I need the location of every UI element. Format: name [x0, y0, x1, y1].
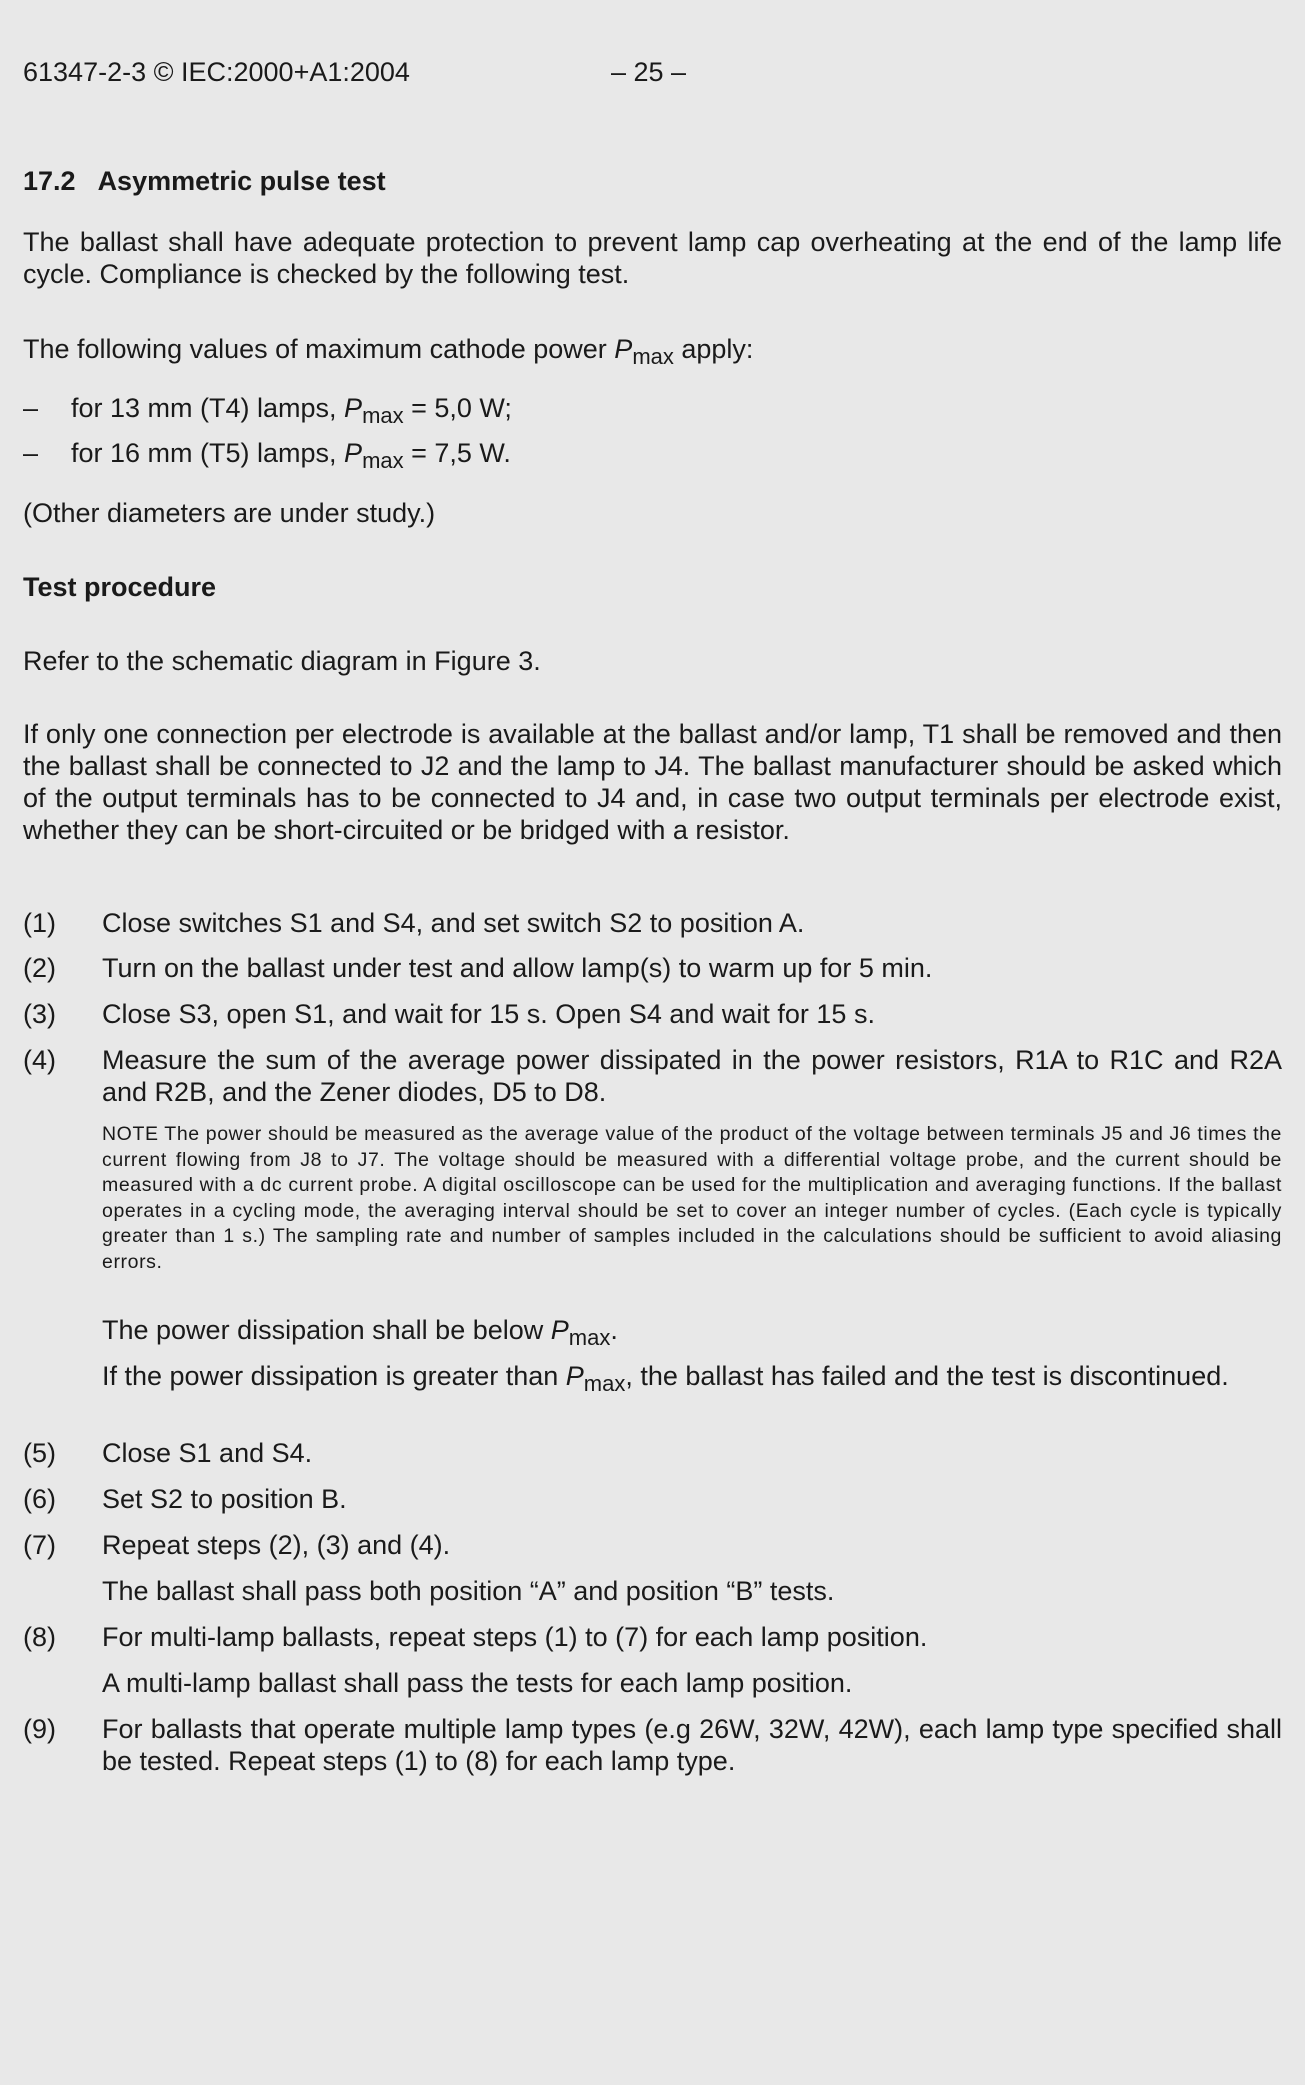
section-heading [23, 166, 386, 197]
power-limit-statement: The power dissipation shall be below $P_{max}$. [102, 1315, 618, 1350]
intro-paragraph: The ballast shall have adequate protection to prevent lamp cap overheating at the end of the lamp life cycle. Compliance is checked by the following test. [23, 227, 1282, 289]
values-intro: The following values of maximum cathode power $P_{max}$ apply: [23, 334, 754, 369]
step-7-note: The ballast shall pass both position “A” and position “B” tests. [102, 1576, 835, 1606]
test-procedure-heading: Test procedure [23, 572, 217, 602]
section-title: Asymmetric pulse test [97, 166, 386, 196]
page-number: – 25 – [611, 57, 687, 87]
step-8-note: A multi-lamp ballast shall pass the tests for each lamp position. [102, 1668, 853, 1698]
measurement-note: NOTE The power should be measured as the average value of the product of the voltage between terminals J5 and J6 times the current flowing from J8 to J7. The voltage should be measured with a differential voltage probe, and the current should be measured with a dc current probe. A digital oscilloscope can be used for the multiplication and averaging functions. If the ballast operates in a cycling mode, the averaging interval should be set to cover an integer number of cycles. (Each cycle is typically greater than 1 s.) The sampling rate and number of samples included in the calculations should be sufficient to avoid aliasing errors. [102, 1123, 1282, 1273]
failure-statement: If the power dissipation is greater than $P_{max}$, the ballast has failed and the test is discontinued. [102, 1361, 1229, 1396]
document-reference: 61347-2-3 © IEC:2000+A1:2004 [23, 57, 410, 87]
section-number: 17.2 [23, 166, 76, 196]
connection-paragraph: If only one connection per electrode is available at the ballast and/or lamp, T1 shall be removed and then the ballast shall be connected to J2 and the lamp to J4. The ballast manufacturer should be asked which of the output terminals has to be connected to J4 and, in case two output terminals per electrode exist, whether they can be short-circuited or be bridged with a resistor. [23, 719, 1282, 845]
other-diameters-note: (Other diameters are under study.) [23, 498, 436, 528]
refer-paragraph: Refer to the schematic diagram in Figure 3. [23, 646, 541, 676]
